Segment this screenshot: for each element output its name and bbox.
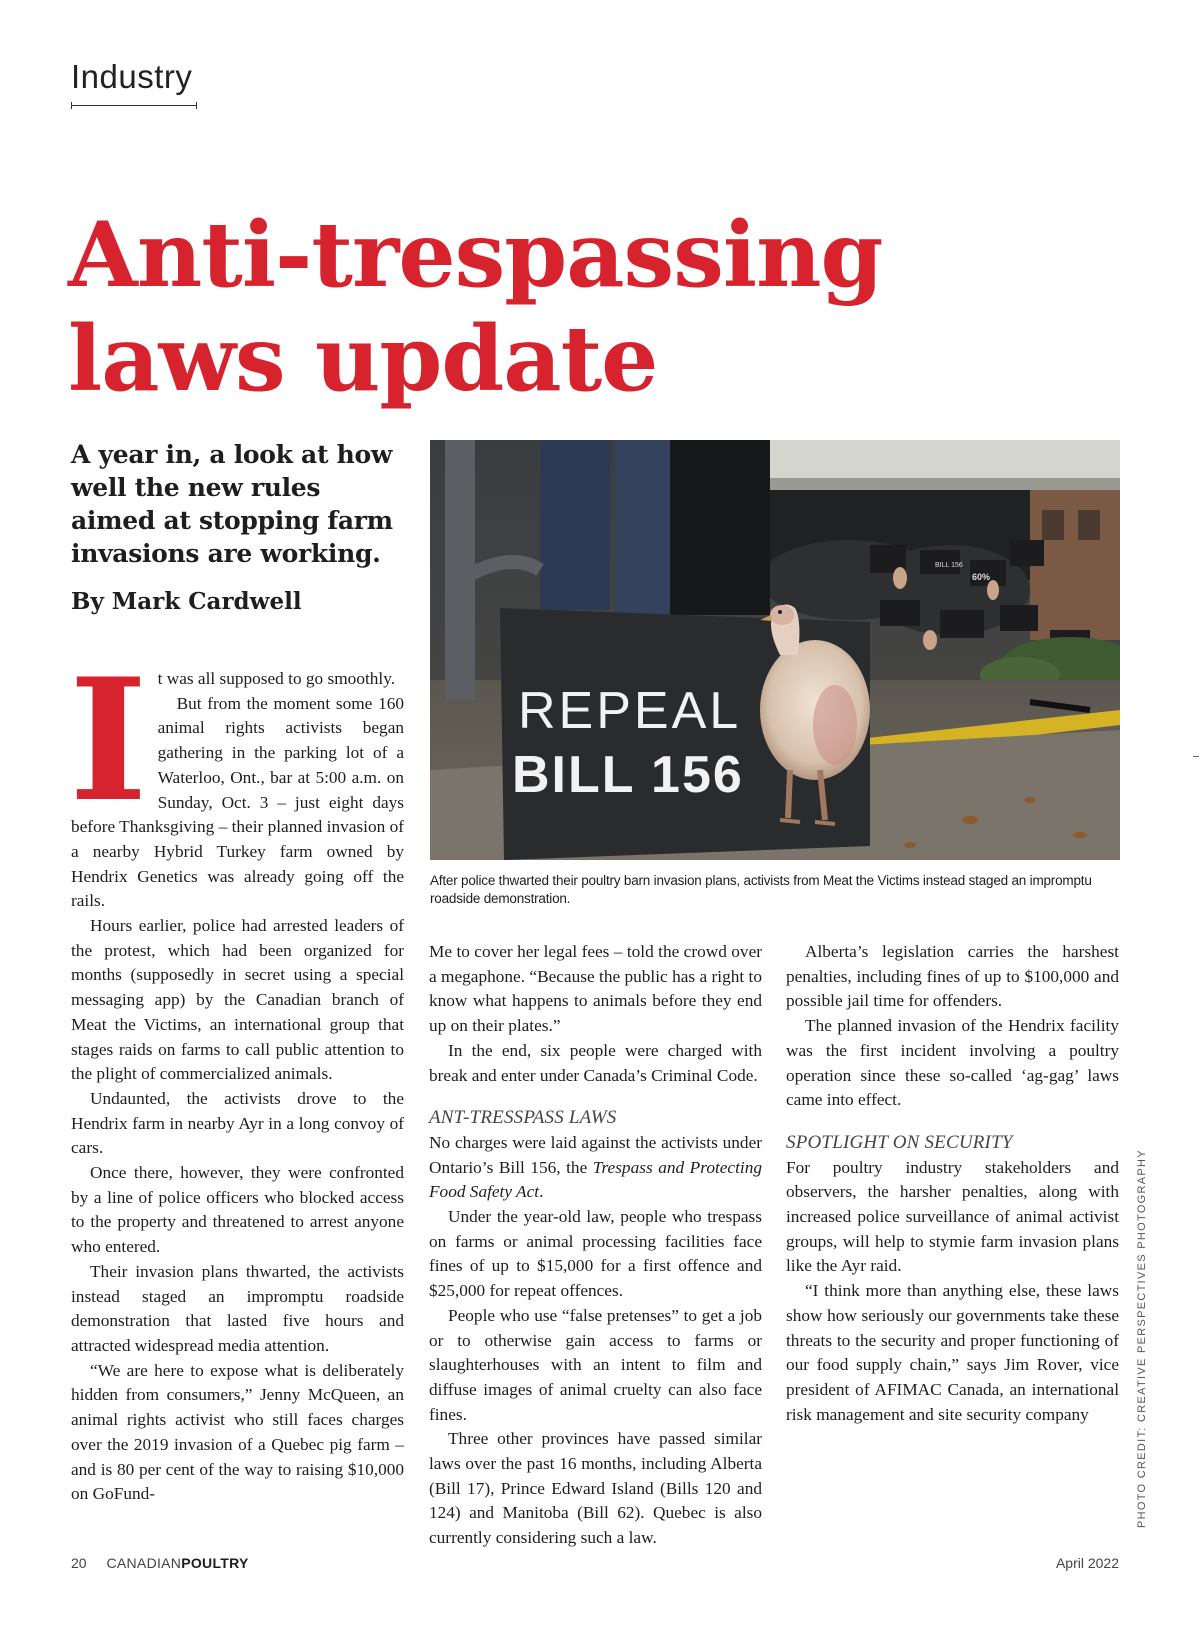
- photo-credit: PHOTO CREDIT: CREATIVE PERSPECTIVES PHOTOGRAPHY: [1136, 1149, 1148, 1528]
- subheading: ANT-TRESSPASS LAWS: [429, 1107, 617, 1129]
- article-column-1: [69, 641, 404, 1507]
- paragraph: Alberta’s legislation carries the harshest penalties, including fines of up to $100,000 and possible jail time for offenders.: [786, 942, 1119, 1011]
- sign-line-1: REPEAL: [518, 682, 742, 740]
- article-photo: [430, 440, 1120, 860]
- paragraph: “I think more than anything else, these laws show how seriously our governments take these threats to the security and proper functioning of our food supply chain,” says Jim Rover, vice president of AFIMAC Canada, an international risk management and site security company: [786, 1281, 1119, 1424]
- paragraph: Their invasion plans thwarted, the activists instead staged an impromptu roadside demonstration that lasted five hours and attracted widespread media attention.: [71, 1261, 404, 1355]
- paragraph: Once there, however, they were confronted by a line of police officers who blocked access to the property and threatened to arrest anyone who entered.: [71, 1163, 404, 1257]
- photo-caption: After police thwarted their poultry barn invasion plans, activists from Meat the Victims instead staged an impromptu roadside demonstration.: [430, 873, 1092, 906]
- issue-date: April 2022: [1055, 1555, 1119, 1571]
- paragraph: “We are here to expose what is deliberately hidden from consumers,” Jenny McQueen, an animal rights activist who still faces charges over the 2019 invasion of a Quebec pig farm – and is 80 per cent of the way to raising $10,000 on GoFund-: [71, 1360, 404, 1504]
- article-column-3: [786, 940, 1119, 1427]
- drop-cap: I: [69, 641, 148, 839]
- paragraph: For poultry industry stakeholders and observers, the harsher penalties, along with increased police surveillance of animal activist groups, will help to stymie farm invasion plans like the Ayr raid.: [786, 1157, 1119, 1276]
- article-column-2: [429, 940, 762, 1551]
- magazine-name-part1: CANADIAN: [106, 1555, 182, 1571]
- paragraph: Three other provinces have passed similar laws over the past 16 months, including Alberta (Bill 17), Prince Edward Island (Bills 120 and 124) and Manitoba (Bill 62). Quebec is also currently considering such a law.: [429, 1429, 762, 1548]
- paragraph: Me to cover her legal fees – told the crowd over a megaphone. “Because the public has a right to know what happens to animals before they end up on their plates.”: [429, 942, 762, 1036]
- subheading: SPOTLIGHT ON SECURITY: [786, 1131, 1013, 1153]
- byline: By Mark Cardwell: [71, 588, 302, 615]
- bg-sign-text: BILL 156: [935, 562, 963, 569]
- paragraph: No charges were laid against the activists under Ontario’s Bill 156, the Trespass and Protecting Food Safety Act.: [429, 1132, 762, 1202]
- page-number: 20: [71, 1555, 87, 1571]
- paragraph: People who use “false pretenses” to get a job or to otherwise gain access to farms or slaughterhouses with an intent to film and diffuse images of animal cruelty can also face fines.: [429, 1305, 762, 1424]
- deck: A year in, a look at how well the new rules aimed at stopping farm invasions are working.: [71, 440, 393, 568]
- margin-mark: [1193, 756, 1199, 757]
- paragraph: In the end, six people were charged with break and enter under Canada’s Criminal Code.: [429, 1040, 762, 1085]
- sign-line-2: BILL 156: [512, 746, 744, 804]
- section-rule: [71, 105, 197, 106]
- paragraph: Hours earlier, police had arrested leaders of the protest, which had been organized for months (supposedly in secret using a special messaging app) by the Canadian branch of Meat the Victims, an international group that stages raids on farms to call public attention to the plight of commercialized animals.: [71, 916, 404, 1084]
- paragraph: t was all supposed to go smoothly.: [157, 669, 396, 688]
- footer-left: [71, 1555, 249, 1571]
- bg-sign-percent: 60%: [972, 572, 991, 582]
- paragraph: But from the moment some 160 animal rights activists began gathering in the parking lot of a Waterloo, Ont., bar at 5:00 a.m. on Sunday, Oct. 3 – just eight days before Thanksgiving – their planned invasion of a nearby Hybrid Turkey farm owned by Hendrix Genetics was already going off the rails.: [71, 693, 404, 911]
- magazine-name-part2: POULTRY: [181, 1555, 249, 1571]
- paragraph: Under the year-old law, people who trespass on farms or animal processing facilities face fines of up to $15,000 for a first offence and $25,000 for repeat offences.: [429, 1207, 762, 1301]
- headline: Anti-trespassing laws update: [68, 202, 883, 412]
- paragraph: Undaunted, the activists drove to the Hendrix farm in nearby Ayr in a long convoy of cars.: [71, 1088, 404, 1158]
- section-label: Industry: [71, 58, 193, 95]
- protest-photo-illustration: [430, 440, 1120, 860]
- paragraph: The planned invasion of the Hendrix facility was the first incident involving a poultry operation since these so-called ‘ag-gag’ laws came into effect.: [786, 1016, 1119, 1110]
